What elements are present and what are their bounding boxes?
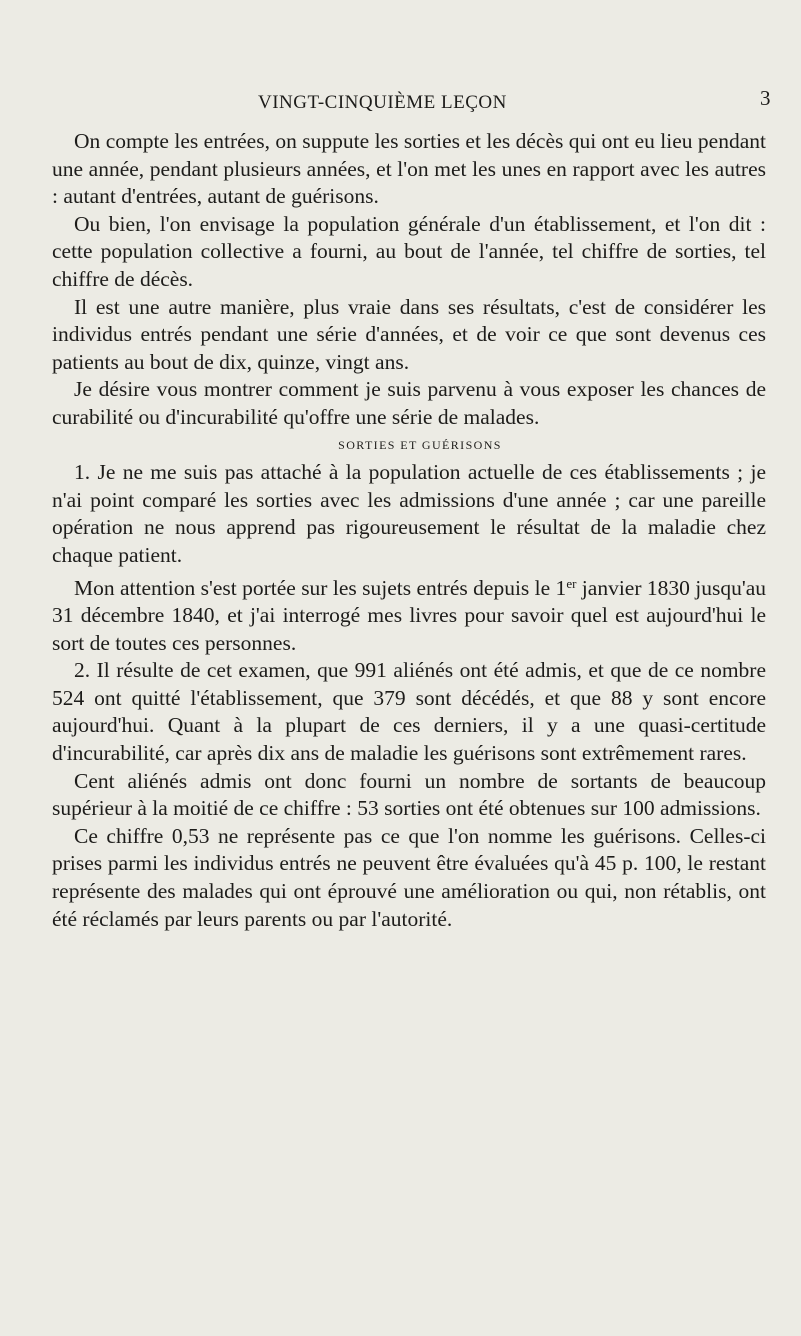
paragraph: Je désire vous montrer comment je suis parvenu à vous exposer les chances de curabilité ou d'incurabilité qu'offre une série de malades. — [52, 377, 766, 429]
text-body — [52, 128, 766, 933]
paragraph: Cent aliénés admis ont donc fourni un nombre de sortants de beaucoup supérieur à la moitié de ce chiffre : 53 sorties ont été obtenues sur 100 admissions. — [52, 768, 766, 821]
text-span: Mon attention s'est portée sur les sujets entrés depuis le 1 — [74, 575, 567, 600]
paragraph: On compte les entrées, on suppute les sorties et les décès qui ont eu lieu pendant une année, pendant plusieurs années, et l'on met les unes en rapport avec les autres : autant d'entrées, autant de guérisons. — [52, 129, 766, 209]
paragraph: Ou bien, l'on envisage la population générale d'un établissement, et l'on dit : cette population collective a fourni, au bout de l'année, tel chiffre de sorties, tel chiffre de décès. — [52, 211, 766, 291]
page-number: 3 — [760, 86, 771, 110]
paragraph: Ce chiffre 0,53 ne représente pas ce que l'on nomme les guérisons. Celles-ci prises parmi les individus entrés ne peuvent être évaluées qu'à 45 p. 100, le restant représente des malades qui ont éprouvé une amélioration ou qui, non rétablis, ont été réclamés par leurs parents ou par l'autorité. — [52, 823, 766, 931]
paragraph: Il est une autre manière, plus vraie dans ses résultats, c'est de considérer les individus entrés pendant une série d'années, et de voir ce que sont devenus ces patients au bout de dix, quinze, vingt ans. — [52, 294, 766, 374]
running-title: VINGT-CINQUIÈME LEÇON — [258, 92, 507, 113]
text-span: janvier 1830 jusqu'au 31 décembre 1840, et j'ai interrogé mes livres pour savoir quel est aujourd'hui le sort de toutes ces personnes. — [52, 575, 766, 655]
paragraph-2: 2. Il résulte de cet examen, que 991 aliénés ont été admis, et que de ce nombre 524 ont quitté l'établissement, que 379 sont décédés, et que 88 y sont encore aujourd'hui. Quant à la plupart de ces derniers, il y a une quasi-certitude d'incurabilité, car après dix ans de maladie les guérisons sont extrêmement rares. — [52, 658, 766, 766]
section-heading: SORTIES ET GUÉRISONS — [338, 437, 502, 452]
superscript: er — [566, 575, 577, 591]
paragraph-attention — [52, 570, 766, 658]
paragraph-1: 1. Je ne me suis pas attaché à la population actuelle de ces établissements ; je n'ai point comparé les sorties avec les admissions d'une année ; car une pareille opération ne nous apprend pas rigoureusement le résultat de la maladie chez chaque patient. — [52, 460, 766, 567]
